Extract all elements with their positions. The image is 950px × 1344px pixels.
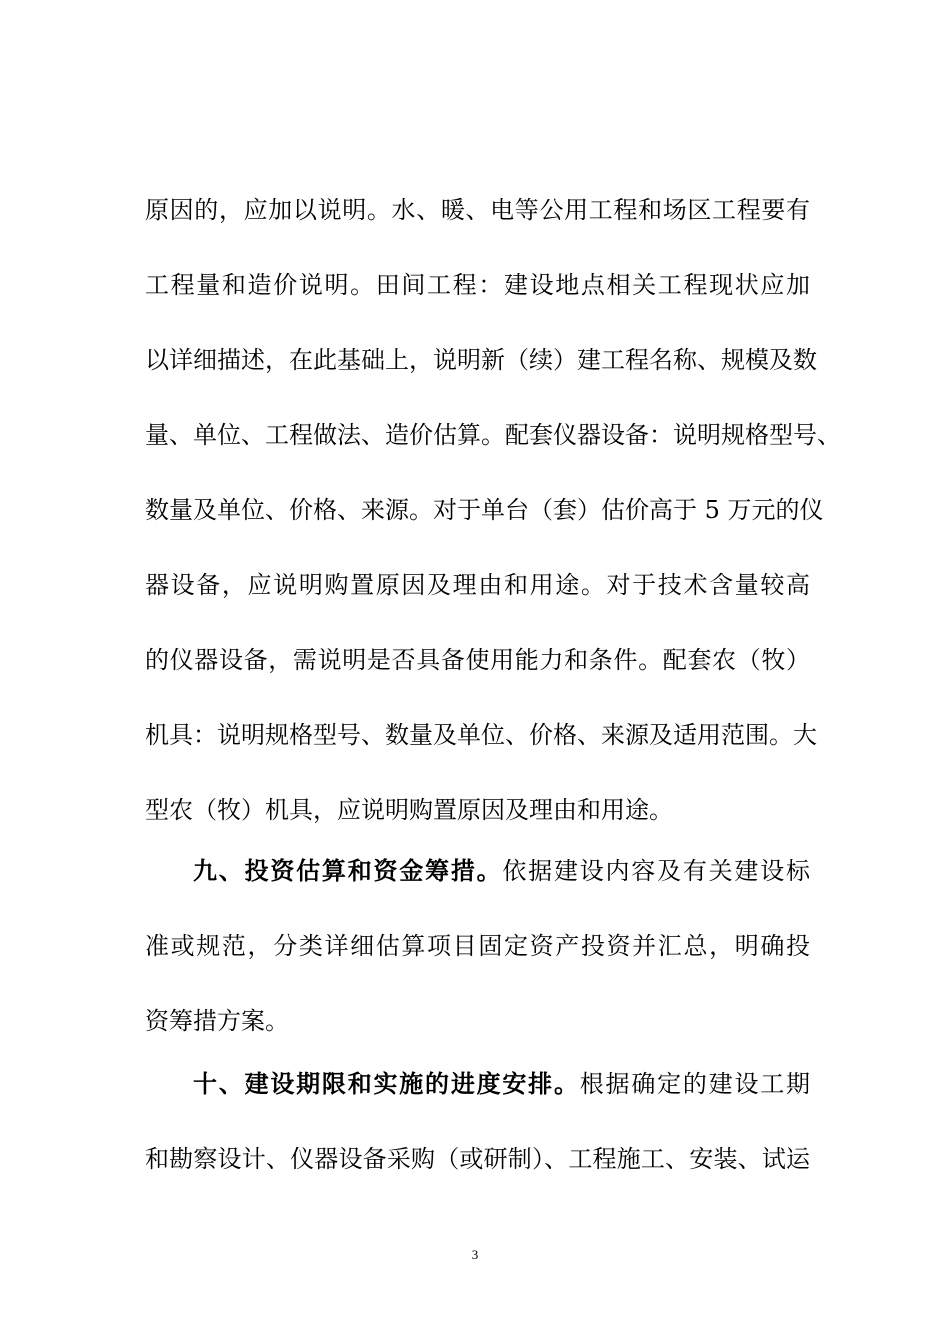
section-9-text: 依据建设内容及有关建设标 — [502, 857, 810, 885]
body-line-6: 器设备，应说明购置原因及理由和用途。对于技术含量较高 — [145, 571, 810, 599]
body-line-9: 型农（牧）机具，应说明购置原因及理由和用途。 — [145, 796, 673, 824]
body-line-3: 以详细描述，在此基础上，说明新（续）建工程名称、规模及数 — [145, 346, 817, 374]
body-line-1: 原因的，应加以说明。水、暖、电等公用工程和场区工程要有 — [145, 196, 810, 224]
section-10-text: 根据确定的建设工期 — [579, 1070, 811, 1098]
body-line-8: 机具：说明规格型号、数量及单位、价格、来源及适用范围。大 — [145, 721, 817, 749]
section-10-line-2: 和勘察设计、仪器设备采购（或研制）、工程施工、安装、试运 — [145, 1145, 810, 1173]
section-9-line-3: 资筹措方案。 — [145, 1007, 289, 1035]
section-10-first-line — [193, 1066, 810, 1102]
body-line-7: 的仪器设备，需说明是否具备使用能力和条件。配套农（牧） — [145, 646, 810, 674]
section-10-heading: 十、建设期限和实施的进度安排。 — [193, 1069, 580, 1098]
page-number: 3 — [471, 1247, 479, 1262]
section-9-heading: 九、投资估算和资金筹措。 — [193, 856, 503, 885]
body-line-5: 数量及单位、价格、来源。对于单台（套）估价高于 5 万元的仪 — [145, 496, 824, 524]
section-9-line-2: 准或规范，分类详细估算项目固定资产投资并汇总，明确投 — [145, 932, 810, 960]
section-9-first-line — [193, 853, 810, 889]
body-line-4: 量、单位、工程做法、造价估算。配套仪器设备：说明规格型号、 — [145, 421, 841, 449]
body-line-2: 工程量和造价说明。田间工程：建设地点相关工程现状应加 — [145, 271, 810, 299]
